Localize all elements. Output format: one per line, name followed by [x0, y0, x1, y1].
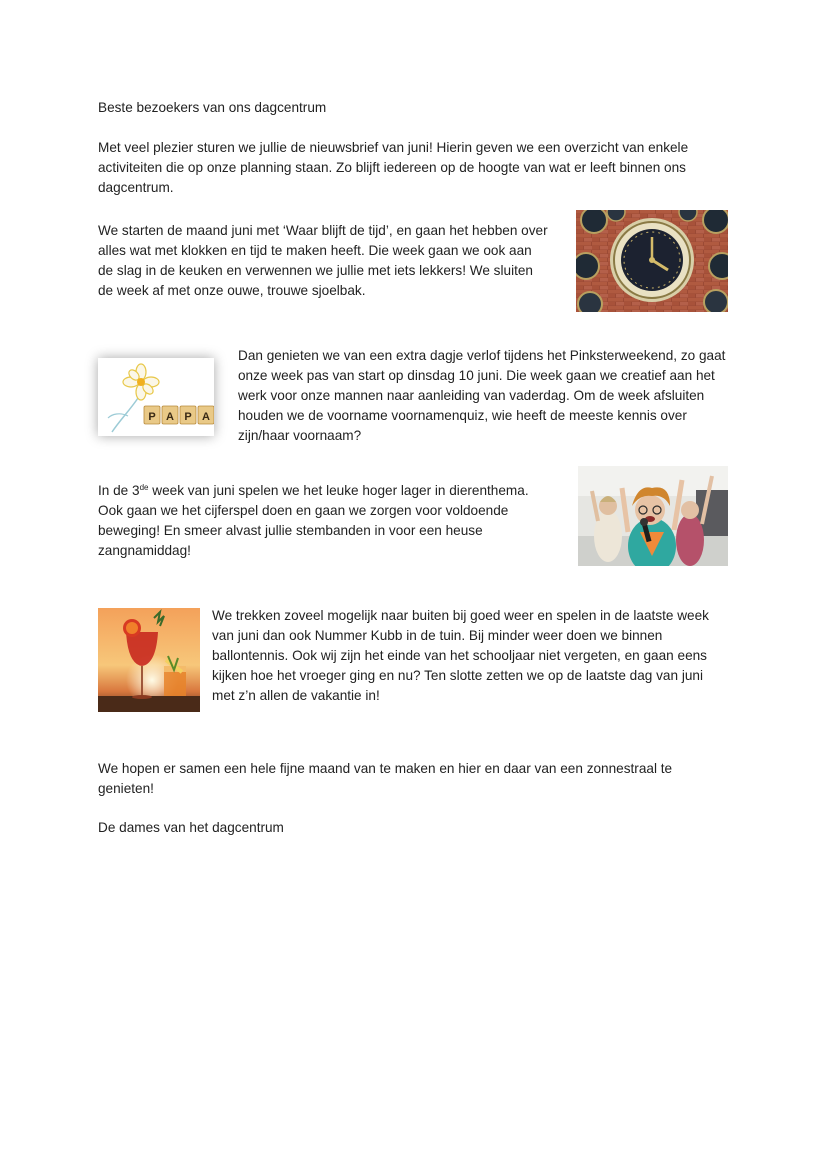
signature: De dames van het dagcentrum	[98, 820, 284, 835]
week3-prefix: In de 3	[98, 483, 140, 498]
clock-tower-image	[576, 210, 728, 312]
week4-paragraph: We trekken zoveel mogelijk naar buiten bij goed weer en spelen in de laatste week van juni dan ook Nummer Kubb in de tuin. Bij minder weer doen we binnen ballontennis. Ook wij zijn het einde van het schooljaar niet vergeten, en gaan eens kijken hoe het vroeger ging en nu? Ten slotte zetten we op de laatste dag van juni met z’n allen de vakantie in!	[212, 608, 709, 703]
week3-paragraph	[98, 481, 550, 561]
cocktail-sunset-image	[98, 608, 200, 712]
week1-paragraph: We starten de maand juni met ‘Waar blijft de tijd’, en gaan het hebben over alles wat met klokken en tijd te maken heeft. Die week gaan we ook aan de slag in de keuken en verwennen we jullie met iets lekkers! We sluiten de week af met onze ouwe, trouwe sjoelbak.	[98, 223, 548, 298]
intro-paragraph: Met veel plezier sturen we jullie de nieuwsbrief van juni! Hierin geven we een overzicht van enkele activiteiten die op onze planning staan. Zo blijft iedereen op de hoogte van wat er leeft binnen ons dagcentrum.	[98, 140, 689, 195]
papa-scrabble-image	[98, 358, 214, 436]
tile-letter-3: P	[184, 411, 192, 423]
closing-paragraph: We hopen er samen een hele fijne maand van te maken en hier en daar van een zonnestraal te genieten!	[98, 761, 673, 796]
week3-text: week van juni spelen we het leuke hoger lager in dierenthema. Ook gaan we het cijferspel doen en gaan we zorgen voor voldoende beweging! En smeer alvast jullie stembanden in voor een heuse zangnamiddag!	[98, 483, 529, 558]
singing-seniors-image	[578, 466, 728, 566]
tile-letter-4: A	[202, 411, 210, 423]
week2-paragraph: Dan genieten we van een extra dagje verlof tijdens het Pinksterweekend, zo gaat onze week pas van start op dinsdag 10 juni. Die week gaan we creatief aan het werk voor onze mannen naar aanleiding van vaderdag. Om de week afsluiten houden we de voorname voornamenquiz, wie heeft de meeste kennis over zijn/haar voornaam?	[238, 348, 726, 443]
tile-letter-1: P	[148, 411, 156, 423]
tile-letter-2: A	[166, 411, 174, 423]
week3-ordinal-suffix: de	[139, 483, 149, 492]
greeting: Beste bezoekers van ons dagcentrum	[98, 100, 327, 115]
